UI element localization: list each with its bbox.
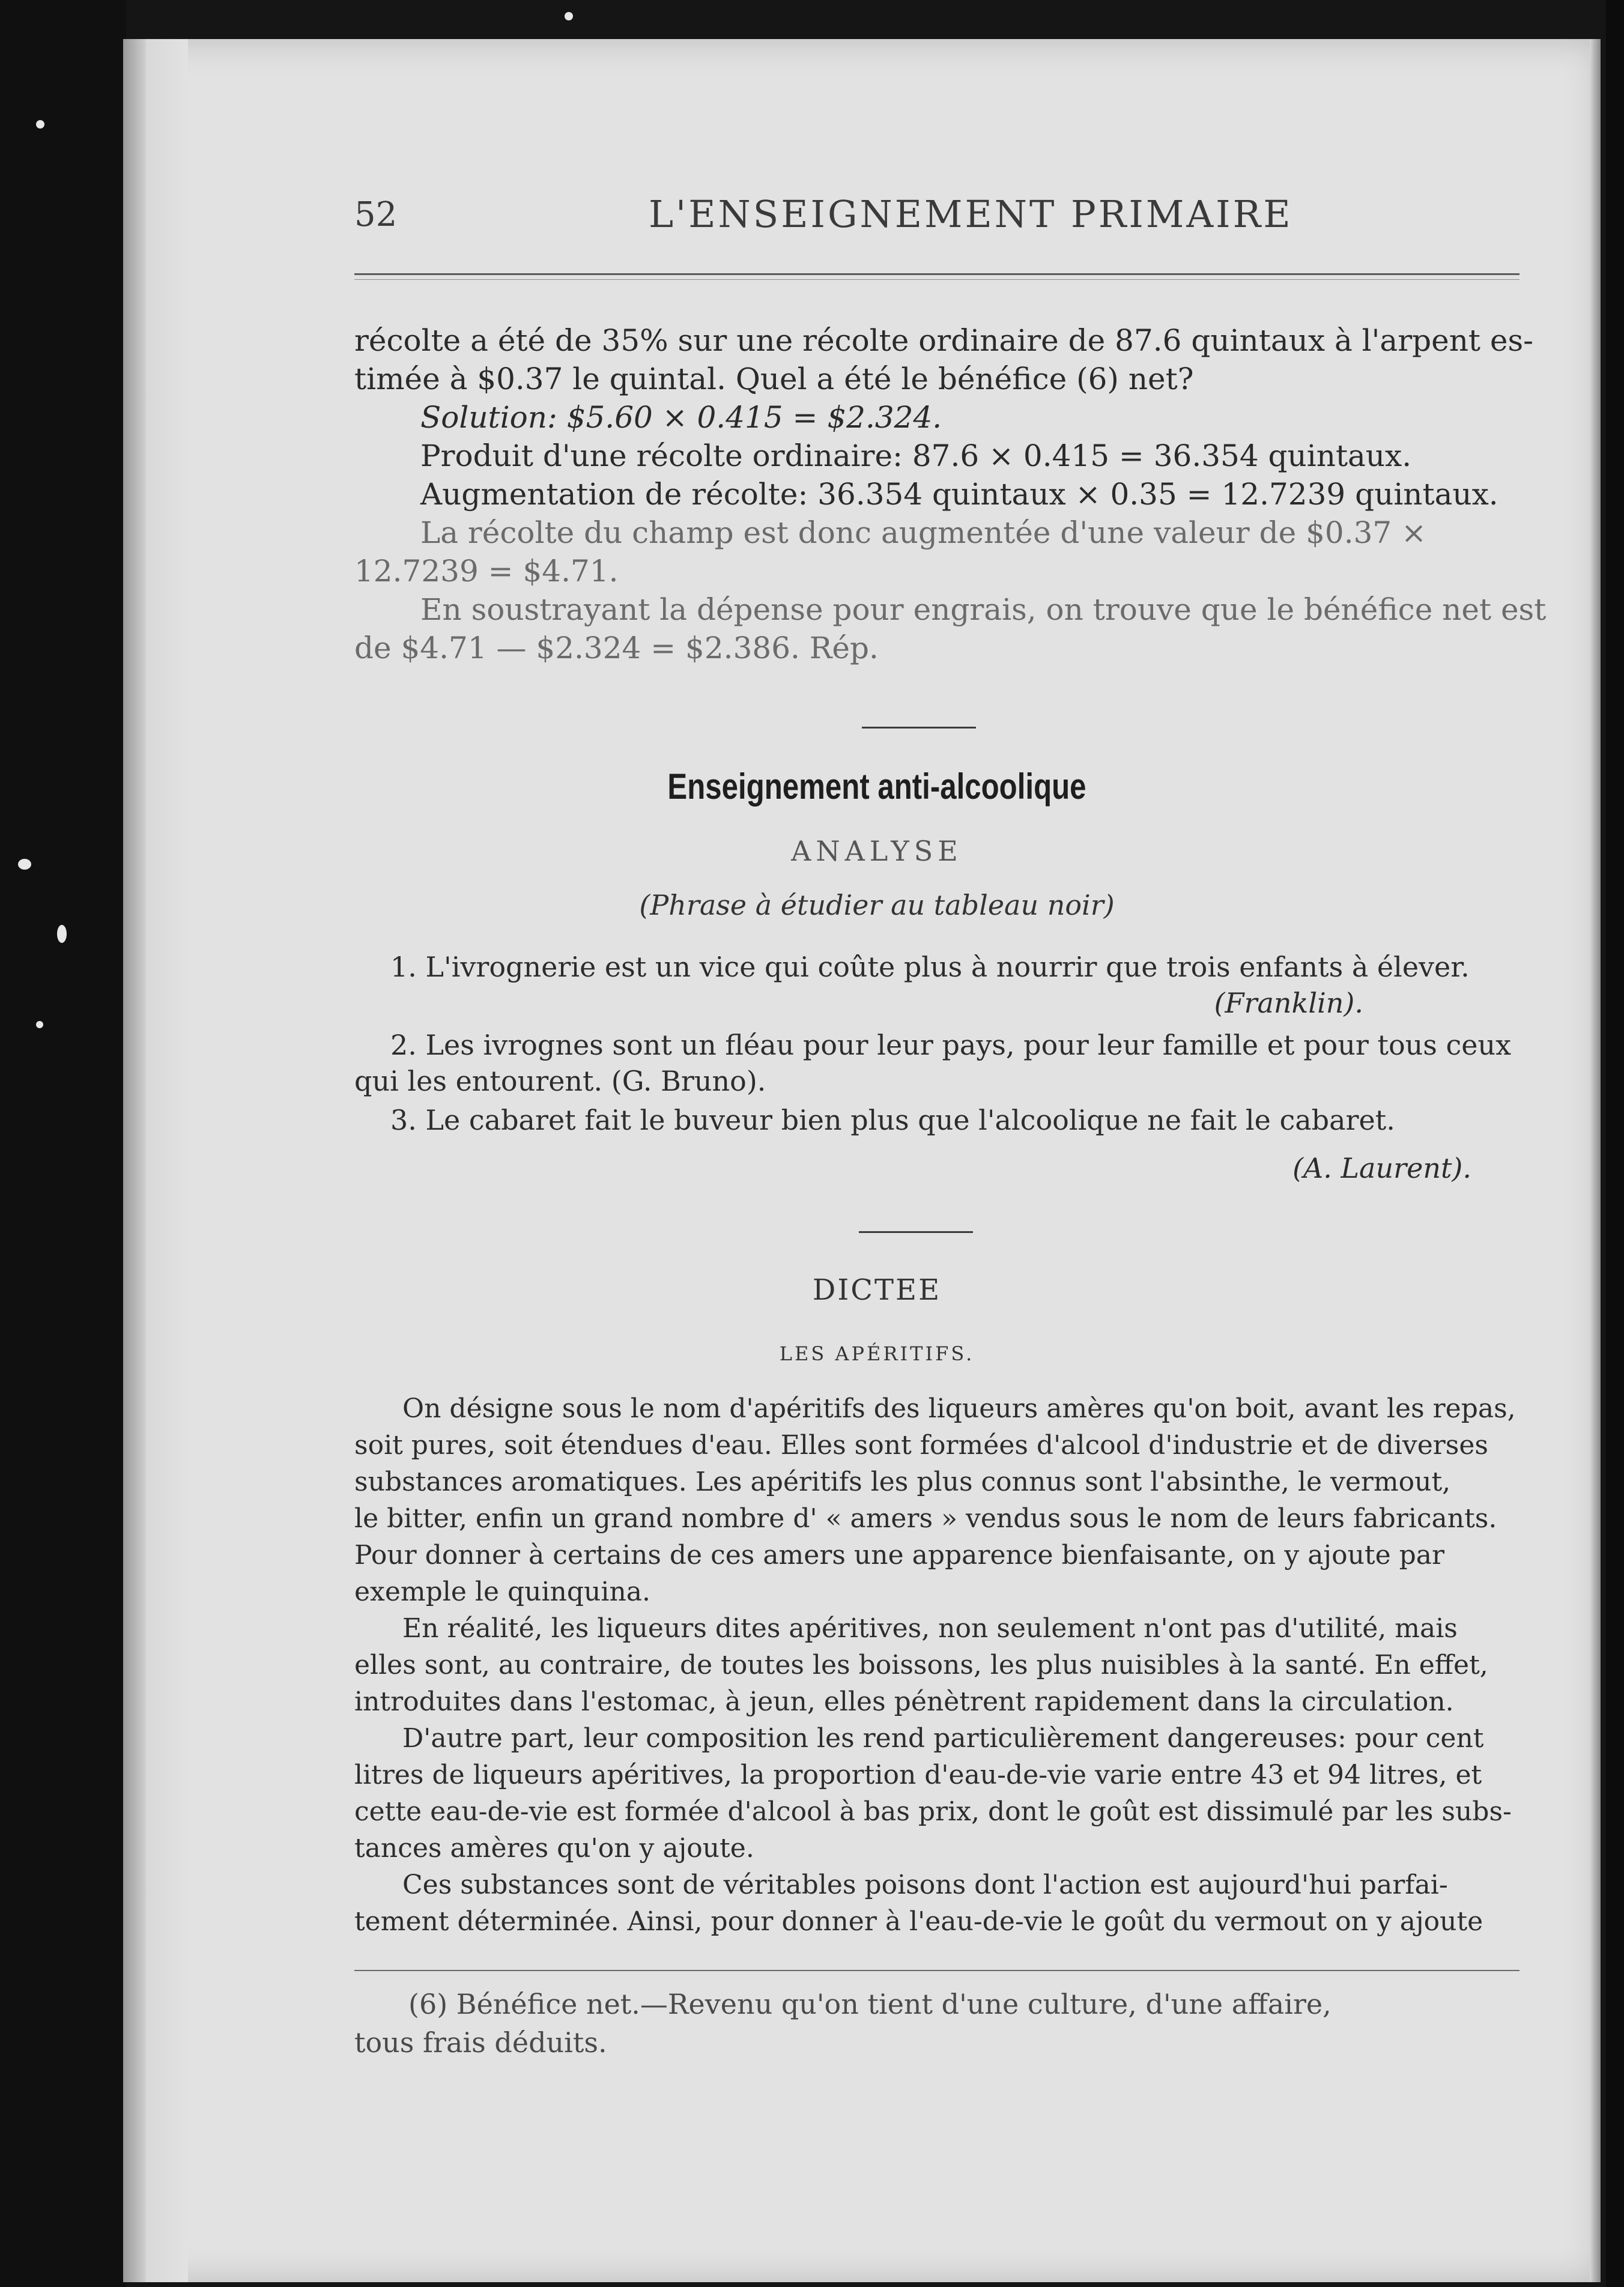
problem-line: Augmentation de récolte: 36.354 quintaux × 0.35 = 12.7239 quintaux. (420, 477, 1498, 512)
scan-speck (57, 925, 67, 943)
analysis-heading: ANALYSE (791, 835, 963, 867)
quote-attribution: (Franklin). (1214, 987, 1363, 1019)
dictee-line: cette eau-de-vie est formée d'alcool à bas prix, dont le goût est dissimulé par les subs- (354, 1796, 1512, 1827)
answer-line: de $4.71 — $2.324 = $2.386. Rép. (354, 631, 879, 665)
footnote-line: tous frais déduits. (354, 2026, 607, 2059)
dictee-subtitle: LES APÉRITIFS. (779, 1342, 975, 1365)
problem-line: timée à $0.37 le quintal. Quel a été le bénéfice (6) net? (354, 362, 1194, 396)
dictee-line: soit pures, soit étendues d'eau. Elles sont formées d'alcool d'industrie et de diverses (354, 1430, 1489, 1461)
problem-line: récolte a été de 35% sur une récolte ordinaire de 87.6 quintaux à l'arpent es- (354, 323, 1534, 358)
dictee-line: tances amères qu'on y ajoute. (354, 1833, 754, 1864)
running-head: L'ENSEIGNEMENT PRIMAIRE (649, 192, 1293, 236)
dictee-line: Ces substances sont de véritables poisons dont l'action est aujourd'hui parfai- (402, 1870, 1448, 1900)
page-gutter-fade (146, 39, 188, 2282)
scan-speck (36, 1021, 43, 1028)
footnote (354, 1985, 1519, 2062)
quote-attribution: (A. Laurent). (1292, 1152, 1471, 1184)
quote-text: 1. L'ivrognerie est un vice qui coûte plus à nourrir que trois enfants à élever. (390, 951, 1470, 983)
quote-1 (354, 949, 1519, 1021)
dictee-line: elles sont, au contraire, de toutes les boissons, les plus nuisibles à la santé. En effet, (354, 1650, 1488, 1680)
scan-border-left (0, 0, 126, 2287)
problem-line: En soustrayant la dépense pour engrais, on trouve que le bénéfice net est (420, 592, 1547, 627)
scan-speck (565, 12, 573, 20)
dictee-body (354, 1390, 1519, 1940)
dictee-line: le bitter, enfin un grand nombre d' « amers » vendus sous le nom de leurs fabricants. (354, 1503, 1497, 1534)
dictee-line: introduites dans l'estomac, à jeun, elles pénètrent rapidement dans la circulation. (354, 1686, 1454, 1717)
dictee-line: exemple le quinquina. (354, 1577, 651, 1607)
section-divider (862, 727, 976, 729)
dictee-line: On désigne sous le nom d'apéritifs des liqueurs amères qu'on boit, avant les repas, (402, 1393, 1516, 1424)
dictee-line: En réalité, les liqueurs dites apéritives, non seulement n'ont pas d'utilité, mais (402, 1613, 1458, 1644)
section-divider (859, 1231, 973, 1233)
scan-speck (36, 120, 44, 129)
dictee-line: tement déterminée. Ainsi, pour donner à l'eau-de-vie le goût du vermout on y ajoute (354, 1906, 1483, 1937)
scan-speck (18, 859, 31, 870)
quote-text: 2. Les ivrognes sont un fléau pour leur pays, pour leur famille et pour tous ceux (390, 1029, 1512, 1061)
page-content (228, 153, 1547, 2059)
page-edge-shadow (1590, 39, 1601, 2282)
solution-line: Solution: $5.60 × 0.415 = $2.324. (420, 400, 942, 435)
scan-border-right (1606, 0, 1624, 2287)
dictee-line: substances aromatiques. Les apéritifs les plus connus sont l'absinthe, le vermout, (354, 1467, 1451, 1497)
page-number: 52 (354, 195, 398, 234)
footnote-line: (6) Bénéfice net.—Revenu qu'on tient d'une culture, d'une affaire, (408, 1988, 1332, 2020)
page-gutter-shadow (123, 39, 146, 2282)
dictee-title: DICTEE (812, 1273, 942, 1307)
phrase-note: (Phrase à étudier au tableau noir) (639, 889, 1115, 921)
quote-2 (354, 1027, 1519, 1099)
header-rule-thin (354, 279, 1519, 280)
dictee-line: Pour donner à certains de ces amers une apparence bienfaisante, on y ajoute par (354, 1540, 1445, 1571)
problem-line: 12.7239 = $4.71. (354, 554, 619, 589)
dictee-line: litres de liqueurs apéritives, la proportion d'eau-de-vie varie entre 43 et 94 litres, et (354, 1760, 1482, 1790)
quote-3 (354, 1102, 1519, 1186)
dictee-line: D'autre part, leur composition les rend particulièrement dangereuses: pour cent (402, 1723, 1484, 1754)
footnote-rule (354, 1970, 1519, 1971)
problem-line: Produit d'une récolte ordinaire: 87.6 × 0.415 = 36.354 quintaux. (420, 438, 1412, 473)
page-header (228, 153, 1526, 236)
section-title: Enseignement anti-alcoolique (667, 766, 1086, 807)
problem-line: La récolte du champ est donc augmentée d'une valeur de $0.37 × (420, 515, 1427, 550)
quote-text: qui les entourent. (G. Bruno). (354, 1065, 766, 1097)
header-rule (354, 273, 1519, 275)
problem-solution (354, 321, 1547, 667)
quote-text: 3. Le cabaret fait le buveur bien plus que l'alcoolique ne fait le cabaret. (390, 1104, 1395, 1136)
